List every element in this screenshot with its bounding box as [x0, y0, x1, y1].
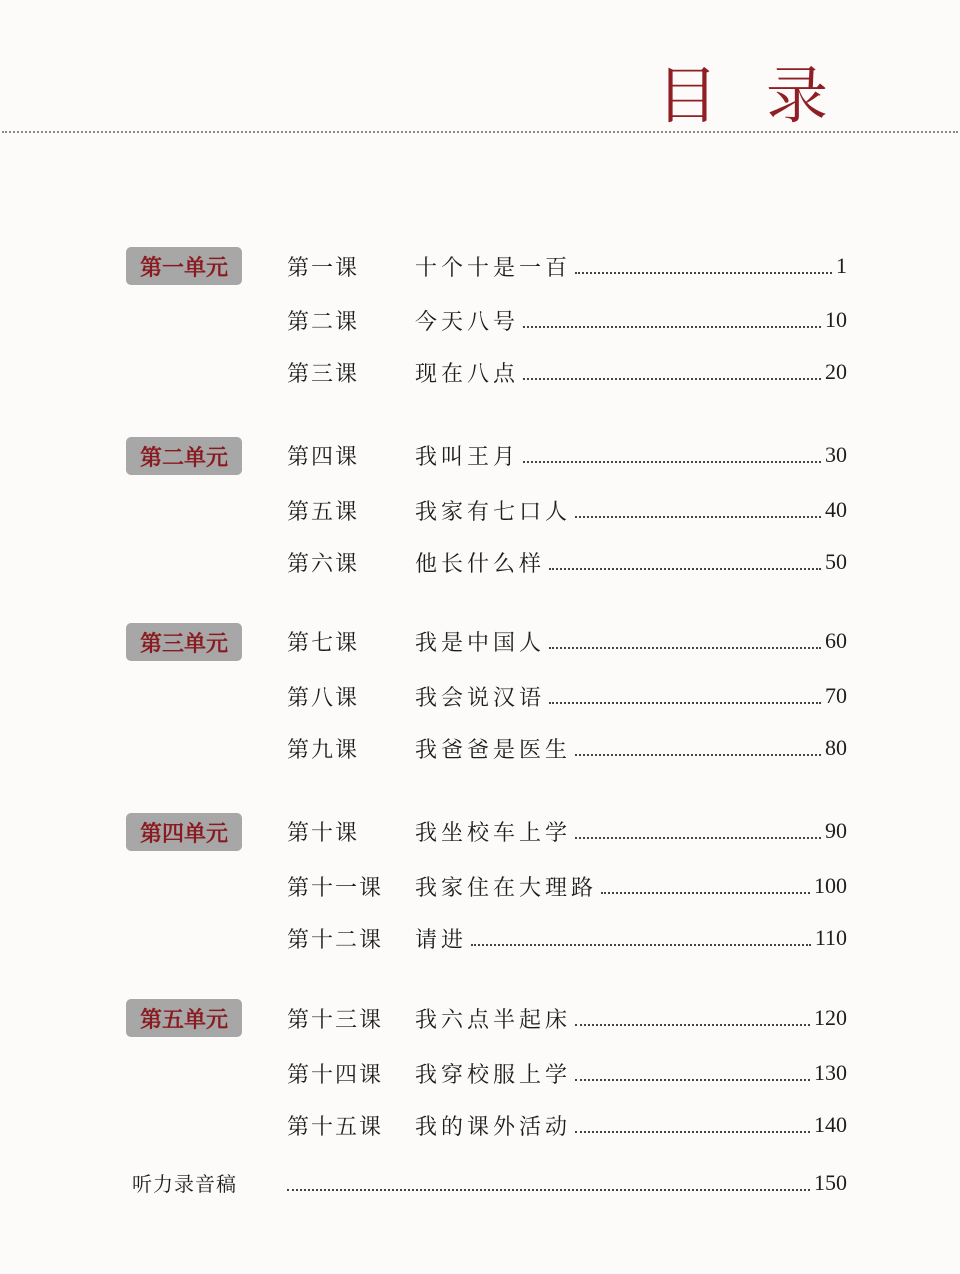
lesson-number: 第二课	[287, 309, 360, 335]
lesson-number: 第十五课	[287, 1114, 384, 1140]
lesson-title: 我六点半起床	[415, 1007, 572, 1033]
page-number: 90	[825, 818, 847, 843]
page-number: 80	[825, 735, 847, 760]
lesson-title: 我会说汉语	[415, 685, 546, 711]
toc-entry-lesson-12[interactable]	[287, 922, 847, 954]
toc-entry-listening-transcript[interactable]	[287, 1167, 847, 1199]
dot-leader	[549, 702, 821, 704]
toc-entry-lesson-8[interactable]	[287, 680, 847, 712]
page-number: 100	[814, 873, 847, 898]
lesson-title: 十个十是一百	[415, 255, 572, 281]
lesson-title: 我叫王月	[415, 444, 520, 470]
dot-leader	[523, 326, 821, 328]
lesson-title: 我坐校车上学	[415, 820, 572, 846]
unit-badge-4: 第四单元	[126, 813, 242, 851]
unit-badge-2: 第二单元	[126, 437, 242, 475]
page-number: 150	[814, 1170, 847, 1195]
toc-entry-lesson-15[interactable]	[287, 1109, 847, 1141]
dot-leader	[575, 1024, 810, 1026]
lesson-number: 第十四课	[287, 1062, 384, 1088]
toc-entry-lesson-2[interactable]	[287, 304, 847, 336]
unit-badge-3: 第三单元	[126, 623, 242, 661]
dot-leader	[287, 1189, 810, 1191]
lesson-number: 第一课	[287, 255, 360, 281]
toc-entry-lesson-14[interactable]	[287, 1057, 847, 1089]
unit-badge-1: 第一单元	[126, 247, 242, 285]
lesson-number: 第十三课	[287, 1007, 384, 1033]
lesson-number: 第十课	[287, 820, 360, 846]
toc-entry-lesson-6[interactable]	[287, 546, 847, 578]
page-number: 140	[814, 1112, 847, 1137]
lesson-title: 今天八号	[415, 309, 520, 335]
toc-entry-lesson-11[interactable]	[287, 870, 847, 902]
dot-leader	[471, 944, 811, 946]
dot-leader	[523, 378, 821, 380]
lesson-title: 我是中国人	[415, 630, 546, 656]
lesson-number: 第五课	[287, 499, 360, 525]
lesson-number: 第八课	[287, 685, 360, 711]
toc-entry-lesson-4[interactable]	[287, 439, 847, 471]
toc-entry-lesson-13[interactable]	[287, 1002, 847, 1034]
page-number: 60	[825, 628, 847, 653]
lesson-title: 请进	[415, 927, 468, 953]
page-number: 40	[825, 497, 847, 522]
page-number: 30	[825, 442, 847, 467]
dot-leader	[575, 754, 821, 756]
dot-leader	[575, 837, 821, 839]
lesson-title: 我爸爸是医生	[415, 737, 572, 763]
page-number: 70	[825, 683, 847, 708]
page-number: 50	[825, 549, 847, 574]
lesson-number: 第十一课	[287, 875, 384, 901]
dot-leader	[575, 272, 832, 274]
lesson-title: 他长什么样	[415, 551, 546, 577]
lesson-number: 第四课	[287, 444, 360, 470]
page-number: 120	[814, 1005, 847, 1030]
lesson-title: 我家住在大理路	[415, 875, 598, 901]
toc-entry-lesson-5[interactable]	[287, 494, 847, 526]
lesson-title: 我的课外活动	[415, 1114, 572, 1140]
lesson-number: 第十二课	[287, 927, 384, 953]
page-title: 目 录	[656, 59, 842, 132]
toc-entry-lesson-10[interactable]	[287, 815, 847, 847]
dot-leader	[601, 892, 810, 894]
page-number: 1	[836, 253, 847, 278]
page-number: 110	[814, 925, 847, 950]
page-number: 20	[825, 359, 847, 384]
title-divider	[2, 131, 958, 133]
lesson-number: 第七课	[287, 630, 360, 656]
dot-leader	[549, 568, 821, 570]
lesson-number: 第六课	[287, 551, 360, 577]
lesson-number: 第三课	[287, 361, 360, 387]
dot-leader	[575, 1131, 810, 1133]
listening-transcript-label: 听力录音稿	[132, 1172, 237, 1196]
lesson-title: 我家有七口人	[415, 499, 572, 525]
page-number: 10	[825, 307, 847, 332]
dot-leader	[523, 461, 821, 463]
toc-entry-lesson-3[interactable]	[287, 356, 847, 388]
toc-entry-lesson-7[interactable]	[287, 625, 847, 657]
toc-entry-lesson-9[interactable]	[287, 732, 847, 764]
unit-badge-5: 第五单元	[126, 999, 242, 1037]
lesson-title: 我穿校服上学	[415, 1062, 572, 1088]
dot-leader	[575, 516, 821, 518]
page-number: 130	[814, 1060, 847, 1085]
lesson-number: 第九课	[287, 737, 360, 763]
toc-entry-lesson-1[interactable]	[287, 250, 847, 282]
dot-leader	[549, 647, 821, 649]
dot-leader	[575, 1079, 810, 1081]
lesson-title: 现在八点	[415, 361, 520, 387]
